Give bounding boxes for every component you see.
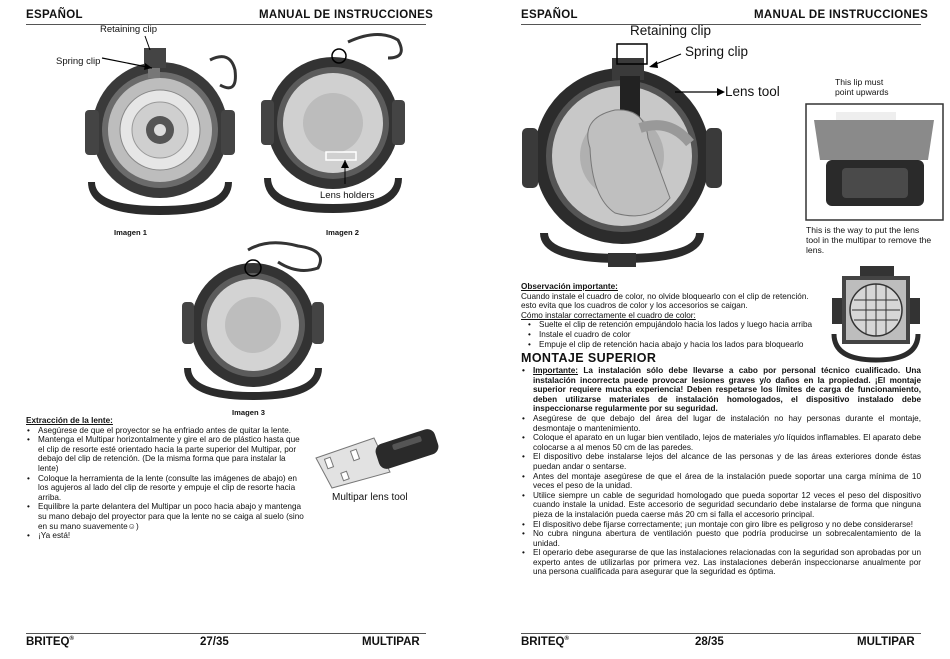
registered-mark: ®: [564, 636, 569, 643]
observation-section: [521, 282, 826, 349]
important-text: La instalación sólo debe llevarse a cabo por personal técnico cualificado. Una instalación incorrecta puede provocar lesiones graves y/o daños en la propiedad. ¡El montaje superior requiere mucha experiencia! Deben respetarse los límites de carga de funcionamiento, deben utilizarse materiales de instalación homologados, el dispositivo instalado debe inspeccionarse regularmente por su seguridad.: [533, 366, 921, 414]
important-label: Importante:: [533, 366, 579, 375]
image3-caption: Imagen 3: [232, 408, 265, 417]
brand-name: BRITEQ: [521, 636, 565, 648]
list-item: • Equilibre la parte delantera del Multipar un poco hacia abajo y mantenga su mano debajo del proyector para que la lente no se caiga al suelo (sino en su mano suavemente☺): [26, 502, 306, 531]
retaining-clip-label: Retaining clip: [630, 23, 712, 38]
list-item: • No cubra ninguna abertura de ventilación puesto que podría producirse un sobrecalentamiento de la unidad.: [521, 529, 921, 548]
list-item: • Coloque la herramienta de la lente (consulte las imágenes de abajo) en los agujeros al lado del clip de resorte y empuje el clip de resorte hacia arriba.: [26, 474, 306, 503]
lens-removal-section: [26, 416, 306, 541]
list-item: • Coloque el aparato en un lugar bien ventilado, lejos de materiales y/o líquidos inflamables. El aparato debe colocarse a al menos 50 cm de las paredes.: [521, 433, 921, 452]
lens-holders-label: Lens holders: [320, 190, 375, 201]
list-item: • Asegúrese de que debajo del área del lugar de instalación no hay personas durante el montaje, desmontaje o mantenimiento.: [521, 414, 921, 433]
brand-name: BRITEQ: [26, 636, 70, 648]
header-title: MANUAL DE INSTRUCCIONES: [754, 9, 929, 21]
footer-brand: [26, 636, 74, 648]
how-to-heading: Cómo instalar correctamente el cuadro de color:: [521, 310, 696, 320]
list-item: • Suelte el clip de retención empujándolo hacia los lados y luego hacia arriba: [527, 320, 826, 330]
list-item: • El dispositivo debe instalarse lejos del alcance de las personas y de las áreas exteriores donde éstas puedan andar o sentarse.: [521, 452, 921, 471]
lens-removal-steps: [26, 426, 306, 541]
image1-caption: Imagen 1: [114, 228, 147, 237]
tool-note-line2: tool in the multipar to remove the lens.: [806, 235, 932, 255]
list-item: • Empuje el clip de retención hacia abajo y hacia los lados para bloquearlo: [527, 340, 826, 350]
lens-tool-photo: [312, 428, 442, 490]
retaining-clip-label: Retaining clip: [100, 24, 158, 35]
arrow-icon: [340, 160, 350, 188]
observation-text: Cuando instale el cuadro de color, no olvide bloquearlo con el clip de retención. esto evita que los cuadros de color y los accesorios se caigan.: [521, 291, 809, 311]
image2-caption: Imagen 2: [326, 228, 359, 237]
list-item: • Utilice siempre un cable de seguridad homologado que pueda soportar 12 veces el peso del dispositivo cuando instale la unidad. Este accesorio de seguridad secundario debe instalarse de forma que ninguna pieza de la instalación pueda caerse más 20 cm si falla el accesorio principal.: [521, 491, 921, 520]
image3-par-can-photo: [178, 240, 328, 405]
list-item: • ¡Ya está!: [26, 531, 306, 541]
list-item: • El operario debe asegurarse de que las instalaciones relacionadas con la seguridad son aprobadas por un experto antes de utilizarlas por primera vez. Las instalaciones deberán inspeccionarse anualmente por una persona cualificada para asegurar que la seguridad es óptima.: [521, 548, 921, 577]
tool-note: [806, 225, 950, 255]
footer-rule: [521, 633, 921, 634]
lip-note: [835, 77, 889, 97]
list-item: • El dispositivo debe fijarse correctamente; ¡un montaje con giro libre es peligroso y no debe considerarse!: [521, 520, 921, 530]
section-title: MONTAJE SUPERIOR: [521, 351, 657, 365]
page-number: 27/35: [200, 636, 229, 648]
header-rule: [521, 24, 921, 25]
header-title: MANUAL DE INSTRUCCIONES: [259, 9, 434, 21]
footer-product: MULTIPAR: [857, 636, 915, 648]
spring-clip-label: Spring clip: [685, 44, 749, 59]
list-item: • Instale el cuadro de color: [527, 330, 826, 340]
spring-clip-label: Spring clip: [56, 56, 101, 67]
color-frame-photo: [830, 264, 922, 364]
lip-note-line2: point upwards: [835, 87, 889, 97]
list-item: • Asegúrese de que el proyector se ha enfriado antes de quitar la lente.: [26, 426, 306, 436]
footer-brand: [521, 636, 569, 648]
lens-tool-label: Lens tool: [725, 84, 780, 99]
header-rule: [26, 24, 426, 25]
list-item: • Mantenga el Multipar horizontalmente y gire el aro de plástico hasta que el clip de resorte esté orientado hacia la parte superior del Multipar, por debajo del clip de retención. (De la misma forma que para instalar la lente): [26, 435, 306, 473]
header-language: ESPAÑOL: [26, 9, 83, 21]
multipar-lens-tool-label: Multipar lens tool: [332, 492, 408, 503]
arrow-icon: [615, 38, 735, 98]
header-language: ESPAÑOL: [521, 9, 578, 21]
registered-mark: ®: [69, 636, 74, 643]
tool-note-line1: This is the way to put the lens: [806, 225, 920, 235]
lip-note-line1: This lip must: [835, 77, 884, 87]
list-item: • Antes del montaje asegúrese de que el área de la instalación puede soportar una carga mínima de 10 veces el peso de la unidad.: [521, 472, 921, 491]
right-page: [475, 0, 950, 659]
footer-rule: [26, 633, 426, 634]
arrow-icon: [100, 36, 160, 76]
how-to-steps: [521, 320, 826, 349]
footer-product: MULTIPAR: [362, 636, 420, 648]
observation-heading: Observación importante:: [521, 282, 618, 291]
mounting-points: [521, 366, 921, 577]
lens-removal-heading: Extracción de la lente:: [26, 416, 113, 425]
page-number: 28/35: [695, 636, 724, 648]
mounting-section: [521, 366, 921, 577]
important-item: [521, 366, 921, 414]
tool-insertion-photo: [806, 104, 943, 220]
